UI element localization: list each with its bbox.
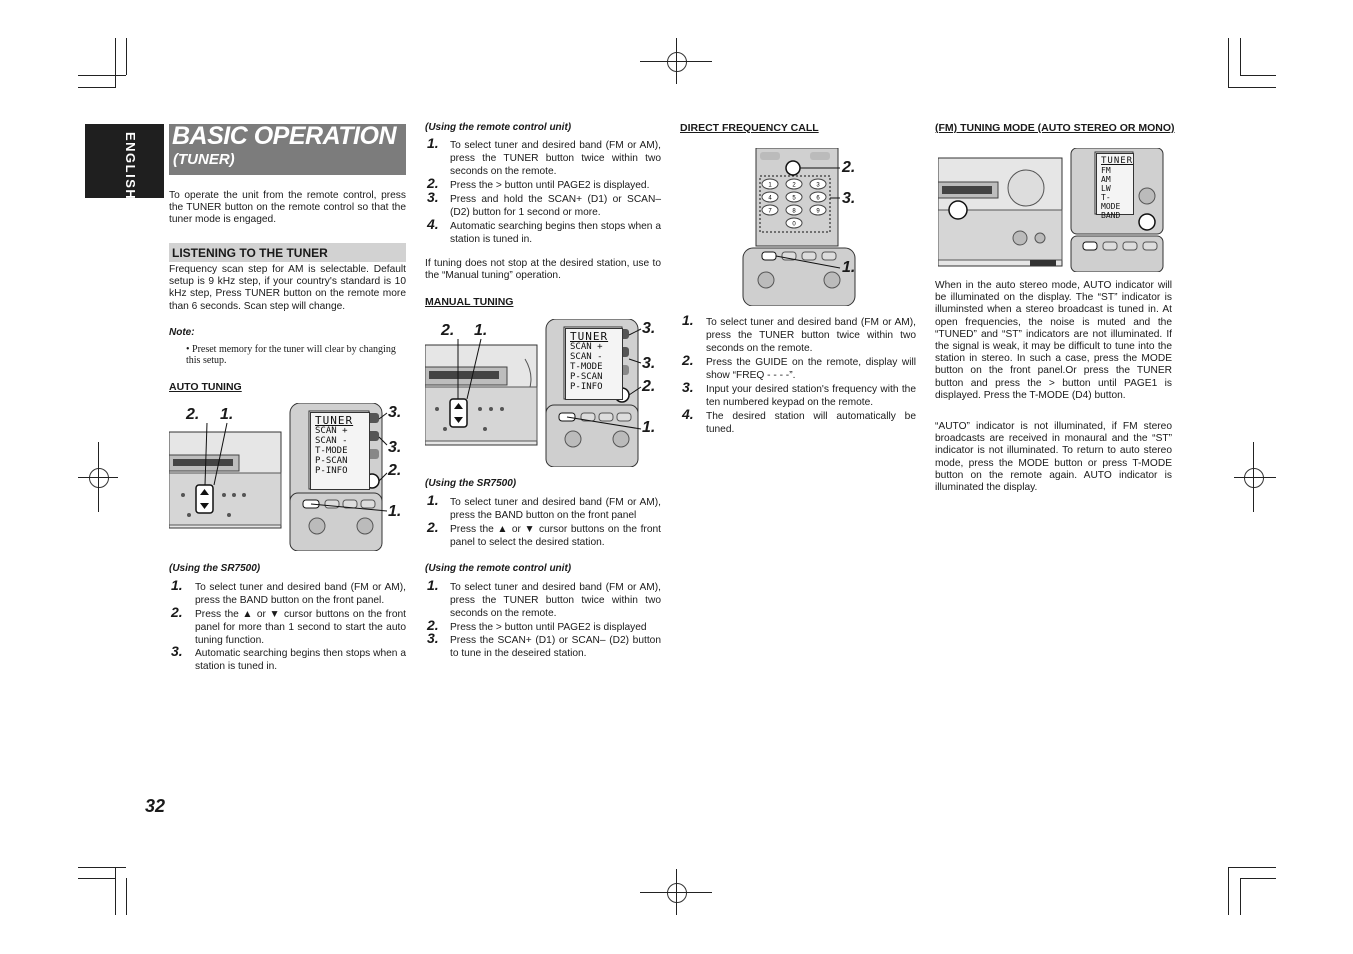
- step-text: Press the ▲ or ▼ cursor buttons on the front panel to select the desired station.: [450, 524, 661, 549]
- crop-mark: [1228, 38, 1229, 88]
- step-text: Press and hold the SCAN+ (D1) or SCAN– (D2) button for 1 second or more.: [450, 194, 661, 219]
- crop-mark: [115, 867, 116, 915]
- step-text: Input your desired station's frequency with the ten numbered keypad on the remote.: [706, 384, 916, 409]
- registration-mark-icon: [667, 52, 687, 72]
- lcd-line: FM: [1101, 166, 1111, 175]
- crop-mark: [1228, 867, 1229, 915]
- lcd-title: TUNER: [315, 414, 354, 427]
- auto-tuning-heading: AUTO TUNING: [169, 381, 242, 393]
- section-heading: LISTENING TO THE TUNER: [172, 246, 328, 260]
- callout-label: 2.: [388, 462, 402, 479]
- section-heading-bar: [169, 243, 406, 262]
- lcd-line: T-MODE: [1101, 193, 1121, 211]
- step-number: 4.: [427, 216, 439, 232]
- crop-mark: [126, 38, 127, 75]
- crop-mark: [676, 38, 677, 84]
- callout-label: 3.: [842, 190, 856, 207]
- step-number: 3.: [427, 630, 439, 646]
- callout-label: 3.: [642, 355, 656, 372]
- lcd-display: [310, 412, 370, 490]
- lcd-display: [1096, 153, 1134, 220]
- step-number: 2.: [171, 604, 183, 620]
- page-subtitle: (TUNER): [173, 151, 235, 168]
- step-number: 4.: [682, 406, 694, 422]
- lcd-line: T-MODE: [315, 446, 348, 456]
- step-text: To select tuner and desired band (FM or AM), press the BAND button on the front panel: [450, 497, 661, 522]
- keypad-key-label: 8: [792, 208, 796, 215]
- crop-mark: [78, 75, 126, 76]
- callout-label: 1.: [388, 503, 402, 520]
- crop-mark: [126, 878, 127, 915]
- step-text: Press the > button until PAGE2 is displayed.: [450, 180, 650, 191]
- fm-mode-figure: [938, 148, 1166, 272]
- step-text: Automatic searching begins then stops when a station is tuned in.: [195, 648, 406, 673]
- lcd-line: SCAN +: [315, 426, 348, 436]
- callout-label: 2.: [642, 378, 656, 395]
- lcd-line: SCAN -: [570, 352, 603, 362]
- step-number: 2.: [427, 175, 439, 191]
- lcd-line: P-SCAN: [570, 372, 603, 382]
- keypad-key-label: 3: [816, 182, 820, 189]
- keypad-key-label: 4: [768, 195, 772, 202]
- crop-mark: [78, 867, 126, 868]
- callout-label: 1.: [220, 406, 234, 423]
- keypad-key-label: 7: [768, 208, 772, 215]
- step-number: 3.: [682, 379, 694, 395]
- remote-illustration: [740, 148, 880, 306]
- callout-label: 2.: [441, 322, 455, 339]
- sr7500-heading: (Using the SR7500): [425, 478, 517, 489]
- step-text: Press the SCAN+ (D1) or SCAN– (D2) button to tune in the deseired station.: [450, 635, 661, 660]
- crop-mark: [1228, 867, 1276, 868]
- sr7500-heading: (Using the SR7500): [169, 563, 261, 574]
- crop-mark: [1228, 87, 1276, 88]
- crop-mark: [1240, 38, 1241, 75]
- lcd-line: P-SCAN: [315, 456, 348, 466]
- intro-paragraph: To operate the unit from the remote control, press the TUNER button on the remote control so that the tuner mode is engaged.: [169, 190, 406, 226]
- lcd-line: AM: [1101, 175, 1111, 184]
- step-text: To select tuner and desired band (FM or AM), press the TUNER button twice within two seconds on the remote.: [706, 317, 916, 355]
- lcd-line: LW: [1101, 184, 1111, 193]
- lcd-line: P-INFO: [315, 466, 348, 476]
- callout-label: 3.: [388, 439, 402, 456]
- crop-mark: [98, 442, 99, 512]
- step-number: 3.: [427, 189, 439, 205]
- step-number: 1.: [682, 312, 694, 328]
- callout-label: 1.: [474, 322, 488, 339]
- page-number: 32: [145, 796, 166, 816]
- callout-label: 3.: [642, 320, 656, 337]
- lcd-line: T-MODE: [570, 362, 603, 372]
- callout-label: 1.: [642, 419, 656, 436]
- crop-mark: [1240, 878, 1276, 879]
- language-tab-label: ENGLISH: [123, 132, 138, 201]
- keypad-key-label: 0: [792, 221, 796, 228]
- step-text: To select tuner and desired band (FM or AM), press the BAND button on the front panel.: [195, 582, 406, 607]
- step-number: 2.: [427, 519, 439, 535]
- registration-mark-icon: [89, 468, 109, 488]
- step-number: 1.: [171, 577, 183, 593]
- step-text: The desired station will automatically be tuned.: [706, 411, 916, 436]
- step-text: To select tuner and desired band (FM or AM), press the TUNER button twice within two seconds on the remote.: [450, 140, 661, 178]
- keypad-key-label: 2: [792, 182, 796, 189]
- auto-tuning-figure: [169, 403, 406, 551]
- lcd-display: [565, 328, 623, 400]
- registration-mark-icon: [667, 883, 687, 903]
- crop-mark: [78, 87, 115, 88]
- lcd-line: P-INFO: [570, 382, 603, 392]
- crop-mark: [1240, 878, 1241, 915]
- note-label: Note:: [169, 327, 195, 338]
- language-tab: [85, 124, 164, 201]
- receiver-illustration: [425, 319, 662, 467]
- direct-call-heading: DIRECT FREQUENCY CALL: [680, 122, 819, 134]
- lcd-title: TUNER: [570, 330, 609, 343]
- crop-mark: [1240, 75, 1276, 76]
- receiver-illustration: [169, 403, 406, 551]
- manual-tuning-figure: [425, 319, 662, 467]
- step-number: 1.: [427, 492, 439, 508]
- direct-call-figure: [740, 148, 880, 306]
- crop-mark: [78, 878, 115, 879]
- fm-mode-heading: (FM) TUNING MODE (AUTO STEREO OR MONO): [935, 122, 1175, 134]
- crop-mark: [1234, 477, 1276, 478]
- step-text: To select tuner and desired band (FM or AM), press the TUNER button twice within two seconds on the remote.: [450, 582, 661, 620]
- lcd-line: SCAN -: [315, 436, 348, 446]
- keypad-key-label: 6: [816, 195, 820, 202]
- registration-mark-icon: [1244, 468, 1264, 488]
- remote-heading: (Using the remote control unit): [425, 122, 572, 133]
- step-number: 1.: [427, 135, 439, 151]
- callout-label: 3.: [388, 404, 402, 421]
- lcd-line: SCAN +: [570, 342, 603, 352]
- step-number: 2.: [682, 352, 694, 368]
- title-banner: [169, 124, 406, 175]
- keypad-key-label: 1: [768, 182, 772, 189]
- step-text: Press the > button until PAGE2 is displayed: [450, 622, 647, 633]
- page-title: BASIC OPERATION: [172, 122, 396, 150]
- callout-label: 2.: [186, 406, 200, 423]
- keypad-key-label: 9: [816, 208, 820, 215]
- remote-heading: (Using the remote control unit): [425, 563, 572, 574]
- crop-mark: [676, 869, 677, 915]
- step-text: Automatic searching begins then stops when a station is tuned in.: [450, 221, 661, 246]
- step-number: 2.: [427, 617, 439, 633]
- keypad-key-label: 5: [792, 195, 796, 202]
- callout-label: 1.: [842, 259, 856, 276]
- fm-mode-paragraph: “AUTO” indicator is not illuminated, if FM stereo broadcasts are received in monaural and the “ST” indicator is not illuminated. To return to auto stereo mode, press the MODE button or press T-MODE button on the remote again. AUTO indicator is illuminated the display.: [935, 421, 1172, 494]
- fm-mode-paragraph: When in the auto stereo mode, AUTO indicator will be illuminated on the display. The “ST” indicator is illuminsted when a stereo broadcast is tuned in. At open frequencies, the noise is muted and the “TUNED” and “ST” indicators are not illuminated. If the signal is weak, it may be difficult to tune into the station in stereo. In such a case, press the MODE button on the front panel.Or press the TUNER button and press the > button until PAGE1 is displayed. Press the T-MODE (D4) button.: [935, 280, 1172, 401]
- callout-label: 2.: [842, 159, 856, 176]
- step-number: 1.: [427, 577, 439, 593]
- step-number: 3.: [171, 643, 183, 659]
- step-text: Press the ▲ or ▼ cursor buttons on the front panel for more than 1 second to start the auto tuning function.: [195, 609, 406, 647]
- listening-paragraph: Frequency scan step for AM is selectable. Default setup is 9 kHz step, if your country's standard is 10 kHz step, Press TUNER button on the remote more than 6 seconds. Scan step will change.: [169, 264, 406, 312]
- note-text: • Preset memory for the tuner will clear by changing this setup.: [186, 344, 396, 366]
- crop-mark: [115, 38, 116, 88]
- step-text: Press the GUIDE on the remote, display will show “FREQ - - - -”.: [706, 357, 916, 382]
- tuning-fail-note: If tuning does not stop at the desired station, use to the “Manual tuning” operation.: [425, 258, 661, 282]
- manual-tuning-heading: MANUAL TUNING: [425, 296, 514, 308]
- crop-mark: [1253, 442, 1254, 512]
- lcd-line: BAND: [1101, 211, 1121, 220]
- lcd-title: TUNER: [1101, 156, 1134, 166]
